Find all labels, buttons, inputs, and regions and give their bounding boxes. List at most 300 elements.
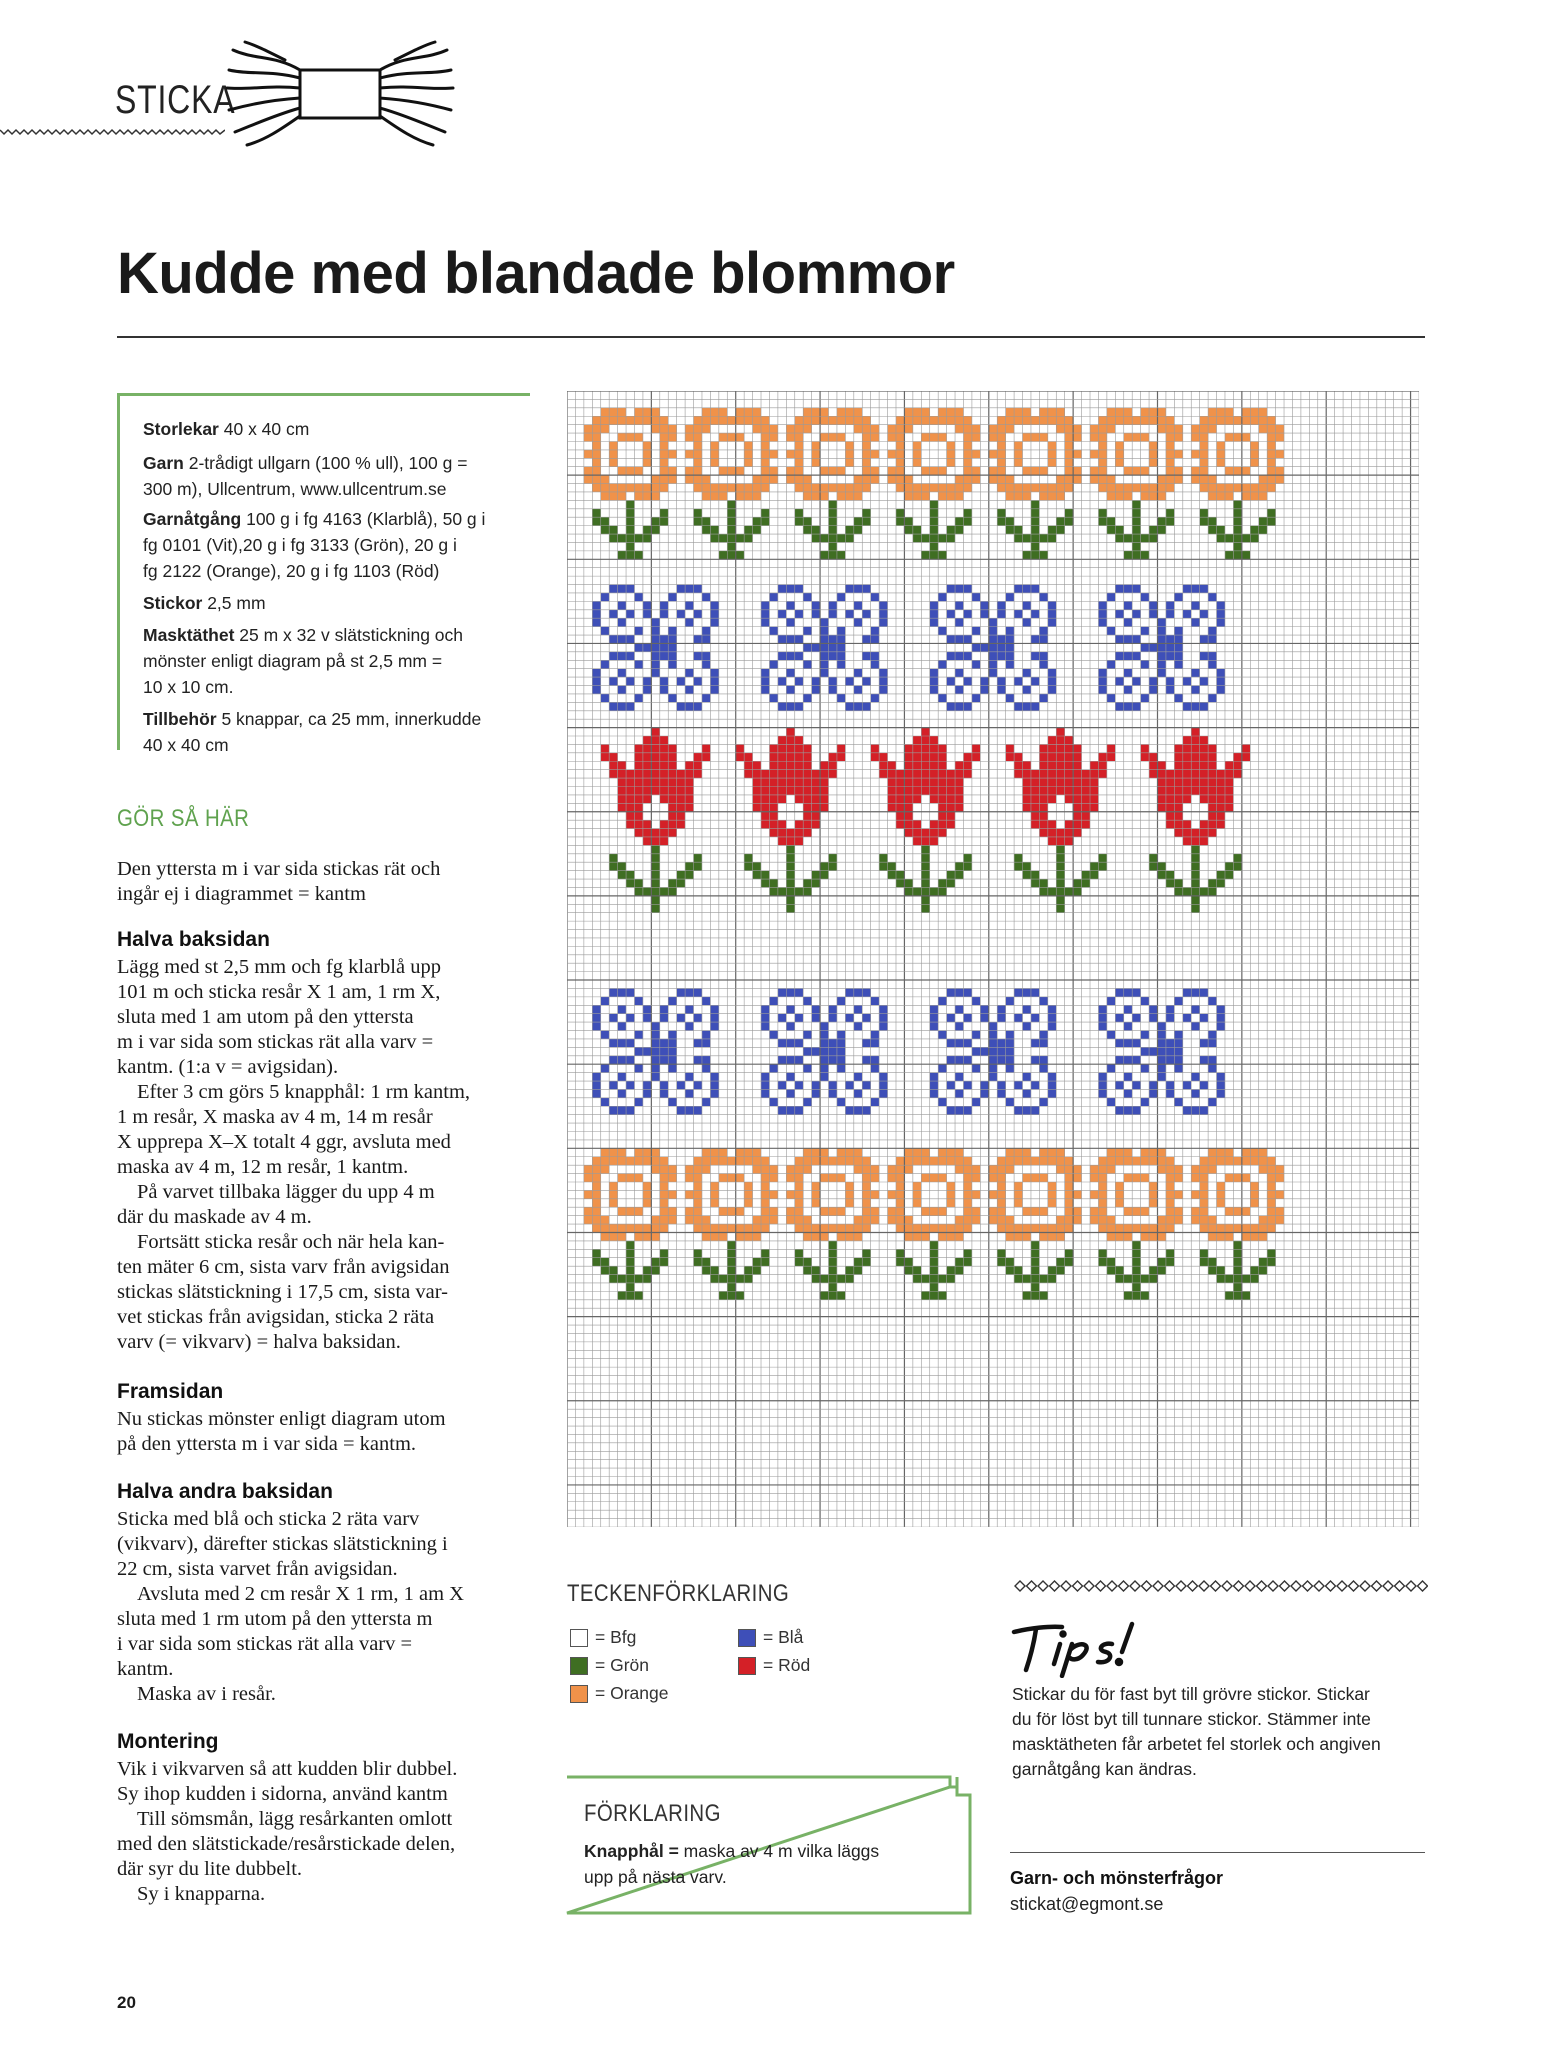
chart-cell <box>1098 484 1106 492</box>
chart-cell <box>1233 509 1241 517</box>
chart-cell <box>947 1199 955 1207</box>
chart-cell <box>744 1182 752 1190</box>
chart-cell <box>1073 1165 1081 1173</box>
chart-cell <box>786 475 794 483</box>
chart-cell <box>1166 425 1174 433</box>
chart-cell <box>660 778 668 786</box>
chart-cell <box>1157 526 1165 534</box>
chart-cell <box>930 820 938 828</box>
chart-cell <box>1174 997 1182 1005</box>
chart-cell <box>1056 761 1064 769</box>
chart-cell <box>921 408 929 416</box>
chart-cell <box>803 1157 811 1165</box>
chart-cell <box>1006 517 1014 525</box>
chart-cell <box>778 761 786 769</box>
chart-cell <box>1023 484 1031 492</box>
chart-cell <box>1031 1174 1039 1182</box>
chart-cell <box>1141 643 1149 651</box>
chart-cell <box>1174 1031 1182 1039</box>
chart-cell <box>812 408 820 416</box>
chart-cell <box>660 736 668 744</box>
chart-cell <box>854 1106 862 1114</box>
chart-cell <box>753 803 761 811</box>
chart-cell <box>1191 862 1199 870</box>
chart-cell <box>609 1081 617 1089</box>
chart-cell <box>1267 1258 1275 1266</box>
chart-cell <box>584 1207 592 1215</box>
chart-cell <box>685 761 693 769</box>
chart-cell <box>938 829 946 837</box>
chart-cell <box>955 862 963 870</box>
chart-cell <box>753 517 761 525</box>
chart-cell <box>997 1039 1005 1047</box>
chart-cell <box>829 1089 837 1097</box>
chart-cell <box>913 770 921 778</box>
chart-cell <box>1073 879 1081 887</box>
chart-cell <box>1107 1165 1115 1173</box>
chart-cell <box>955 408 963 416</box>
chart-cell <box>736 1148 744 1156</box>
chart-cell <box>803 1232 811 1240</box>
chart-cell <box>643 1081 651 1089</box>
chart-cell <box>643 534 651 542</box>
chart-cell <box>719 492 727 500</box>
chart-cell <box>803 526 811 534</box>
chart-cell <box>727 433 735 441</box>
chart-cell <box>913 1275 921 1283</box>
chart-cell <box>1014 526 1022 534</box>
chart-cell <box>1149 1190 1157 1198</box>
chart-cell <box>1200 416 1208 424</box>
chart-cell <box>744 854 752 862</box>
chart-cell <box>955 686 963 694</box>
chart-cell <box>947 812 955 820</box>
chart-cell <box>761 677 769 685</box>
chart-cell <box>1208 744 1216 752</box>
chart-cell <box>1107 1266 1115 1274</box>
chart-cell <box>1191 736 1199 744</box>
chart-cell <box>938 879 946 887</box>
chart-cell <box>845 1232 853 1240</box>
chart-cell <box>609 1232 617 1240</box>
chart-cell <box>1174 1207 1182 1215</box>
chart-cell <box>626 988 634 996</box>
chart-cell <box>1124 408 1132 416</box>
chart-cell <box>727 1291 735 1299</box>
chart-cell <box>795 1258 803 1266</box>
chart-cell <box>845 1199 853 1207</box>
chart-cell <box>1149 1232 1157 1240</box>
chart-cell <box>829 484 837 492</box>
chart-cell <box>888 778 896 786</box>
chart-cell <box>668 887 676 895</box>
chart-cell <box>845 1106 853 1114</box>
chart-cell <box>786 845 794 853</box>
chart-cell <box>592 458 600 466</box>
chart-cell <box>1031 1157 1039 1165</box>
chart-cell <box>643 601 651 609</box>
chart-cell <box>1115 1182 1123 1190</box>
chart-cell <box>660 786 668 794</box>
chart-cell <box>1065 450 1073 458</box>
chart-cell <box>1098 610 1106 618</box>
chart-cell <box>930 509 938 517</box>
chart-cell <box>643 778 651 786</box>
chart-cell <box>702 1039 710 1047</box>
chart-cell <box>1048 492 1056 500</box>
chart-cell <box>1098 1224 1106 1232</box>
chart-cell <box>997 1174 1005 1182</box>
chart-cell <box>1149 862 1157 870</box>
chart-cell <box>786 778 794 786</box>
chart-cell <box>626 652 634 660</box>
chart-cell <box>1149 1005 1157 1013</box>
chart-cell <box>1014 988 1022 996</box>
chart-cell <box>803 1224 811 1232</box>
chart-cell <box>660 686 668 694</box>
chart-cell <box>845 526 853 534</box>
chart-cell <box>761 517 769 525</box>
chart-cell <box>761 795 769 803</box>
chart-cell <box>702 744 710 752</box>
chart-cell <box>938 795 946 803</box>
chart-cell <box>786 467 794 475</box>
chart-cell <box>1141 467 1149 475</box>
chart-cell <box>795 441 803 449</box>
chart-cell <box>626 585 634 593</box>
chart-cell <box>618 1174 626 1182</box>
chart-cell <box>1191 1165 1199 1173</box>
chart-cell <box>651 517 659 525</box>
chart-cell <box>938 1031 946 1039</box>
chart-cell <box>1014 492 1022 500</box>
chart-cell <box>1200 1258 1208 1266</box>
chart-cell <box>769 593 777 601</box>
chart-cell <box>1208 803 1216 811</box>
chart-cell <box>786 1165 794 1173</box>
chart-cell <box>609 753 617 761</box>
chart-cell <box>837 1275 845 1283</box>
chart-cell <box>1073 1190 1081 1198</box>
chart-cell <box>1174 761 1182 769</box>
chart-cell <box>744 1148 752 1156</box>
chart-cell <box>845 988 853 996</box>
chart-cell <box>896 786 904 794</box>
chart-cell <box>677 585 685 593</box>
chart-cell <box>736 1275 744 1283</box>
chart-cell <box>1242 467 1250 475</box>
chart-cell <box>879 686 887 694</box>
chart-cell <box>618 770 626 778</box>
chart-cell <box>643 526 651 534</box>
chart-cell <box>1174 627 1182 635</box>
chart-cell <box>710 1199 718 1207</box>
chart-cell <box>871 467 879 475</box>
chart-cell <box>1208 1258 1216 1266</box>
chart-cell <box>1233 1207 1241 1215</box>
chart-cell <box>710 441 718 449</box>
chart-cell <box>1141 408 1149 416</box>
chart-cell <box>837 1174 845 1182</box>
chart-cell <box>1267 1157 1275 1165</box>
chart-cell <box>744 1224 752 1232</box>
chart-cell <box>829 542 837 550</box>
chart-cell <box>651 837 659 845</box>
chart-cell <box>921 492 929 500</box>
chart-cell <box>1065 1216 1073 1224</box>
chart-cell <box>947 879 955 887</box>
chart-cell <box>592 433 600 441</box>
chart-cell <box>660 820 668 828</box>
chart-cell <box>1191 1216 1199 1224</box>
chart-cell <box>1065 1249 1073 1257</box>
chart-cell <box>921 416 929 424</box>
chart-cell <box>997 1056 1005 1064</box>
chart-cell <box>1225 433 1233 441</box>
chart-cell <box>677 770 685 778</box>
chart-cell <box>1090 467 1098 475</box>
chart-cell <box>643 416 651 424</box>
chart-cell <box>938 551 946 559</box>
chart-cell <box>626 1157 634 1165</box>
chart-cell <box>643 643 651 651</box>
chart-cell <box>921 778 929 786</box>
chart-cell <box>1065 887 1073 895</box>
chart-cell <box>710 1182 718 1190</box>
chart-cell <box>1014 854 1022 862</box>
chart-cell <box>829 416 837 424</box>
chart-cell <box>609 1182 617 1190</box>
chart-cell <box>668 753 676 761</box>
chart-cell <box>1031 416 1039 424</box>
chart-cell <box>1132 467 1140 475</box>
chart-cell <box>972 1098 980 1106</box>
chart-cell <box>921 871 929 879</box>
chart-cell <box>1166 1190 1174 1198</box>
chart-cell <box>1208 1216 1216 1224</box>
chart-cell <box>601 753 609 761</box>
chart-cell <box>1149 854 1157 862</box>
chart-cell <box>1031 467 1039 475</box>
chart-cell <box>592 416 600 424</box>
chart-cell <box>829 686 837 694</box>
chart-cell <box>685 618 693 626</box>
chart-cell <box>786 829 794 837</box>
chart-cell <box>812 803 820 811</box>
chart-cell <box>795 795 803 803</box>
chart-cell <box>820 433 828 441</box>
chart-cell <box>753 1157 761 1165</box>
chart-cell <box>829 1157 837 1165</box>
chart-cell <box>930 795 938 803</box>
chart-cell <box>1276 1165 1284 1173</box>
chart-cell <box>736 551 744 559</box>
chart-cell <box>803 416 811 424</box>
chart-cell <box>997 433 1005 441</box>
chart-cell <box>1039 593 1047 601</box>
chart-cell <box>753 526 761 534</box>
questions-email[interactable]: stickat@egmont.se <box>1010 1894 1164 1914</box>
chart-cell <box>634 660 642 668</box>
chart-cell <box>955 669 963 677</box>
chart-cell <box>845 408 853 416</box>
chart-cell <box>584 475 592 483</box>
chart-cell <box>896 1258 904 1266</box>
chart-cell <box>1141 1047 1149 1055</box>
chart-cell <box>963 677 971 685</box>
chart-cell <box>668 627 676 635</box>
chart-cell <box>634 694 642 702</box>
chart-cell <box>651 660 659 668</box>
chart-cell <box>685 770 693 778</box>
chart-cell <box>904 744 912 752</box>
chart-cell <box>1056 526 1064 534</box>
chart-cell <box>1065 467 1073 475</box>
chart-cell <box>592 1089 600 1097</box>
chart-cell <box>997 1199 1005 1207</box>
chart-cell <box>651 627 659 635</box>
chart-cell <box>786 425 794 433</box>
chart-cell <box>601 593 609 601</box>
chart-cell <box>727 1275 735 1283</box>
chart-cell <box>609 1106 617 1114</box>
info-line: Masktäthet 25 m x 32 v slätstickning och <box>143 625 463 645</box>
chart-cell <box>719 484 727 492</box>
chart-cell <box>997 1089 1005 1097</box>
chart-cell <box>1174 475 1182 483</box>
chart-cell <box>1208 627 1216 635</box>
chart-cell <box>786 652 794 660</box>
chart-cell <box>904 408 912 416</box>
chart-cell <box>1023 795 1031 803</box>
chart-cell <box>795 1106 803 1114</box>
chart-cell <box>660 1199 668 1207</box>
chart-cell <box>938 812 946 820</box>
chart-cell <box>618 1089 626 1097</box>
chart-cell <box>1048 887 1056 895</box>
chart-cell <box>634 887 642 895</box>
chart-cell <box>888 795 896 803</box>
chart-cell <box>761 786 769 794</box>
chart-cell <box>626 778 634 786</box>
chart-cell <box>938 627 946 635</box>
chart-cell <box>1107 526 1115 534</box>
chart-cell <box>769 803 777 811</box>
chart-cell <box>1023 1073 1031 1081</box>
chart-cell <box>1107 1148 1115 1156</box>
chart-cell <box>1048 677 1056 685</box>
chart-cell <box>955 526 963 534</box>
chart-cell <box>913 492 921 500</box>
chart-cell <box>744 1190 752 1198</box>
chart-cell <box>1056 736 1064 744</box>
chart-cell <box>947 1190 955 1198</box>
chart-cell <box>1242 1224 1250 1232</box>
chart-cell <box>1098 761 1106 769</box>
chart-cell <box>930 1073 938 1081</box>
chart-cell <box>862 458 870 466</box>
chart-cell <box>1141 416 1149 424</box>
chart-cell <box>1039 1291 1047 1299</box>
chart-cell <box>930 1081 938 1089</box>
page-title: Kudde med blandade blommor <box>117 241 955 306</box>
chart-cell <box>1107 484 1115 492</box>
chart-cell <box>862 1182 870 1190</box>
swatch-white <box>570 1629 588 1647</box>
chart-cell <box>1200 887 1208 895</box>
chart-cell <box>963 1182 971 1190</box>
chart-cell <box>913 761 921 769</box>
chart-cell <box>812 1275 820 1283</box>
info-line: Garn 2-trådigt ullgarn (100 % ull), 100 g = <box>143 453 468 473</box>
section-heading: Montering <box>117 1730 219 1753</box>
chart-cell <box>626 1207 634 1215</box>
chart-cell <box>845 610 853 618</box>
chart-cell <box>1149 677 1157 685</box>
chart-cell <box>736 1232 744 1240</box>
chart-cell <box>829 551 837 559</box>
chart-cell <box>1157 1031 1165 1039</box>
info-line: Garnåtgång 100 g i fg 4163 (Klarblå), 50 g i <box>143 509 486 529</box>
chart-cell <box>1200 1199 1208 1207</box>
chart-cell <box>634 753 642 761</box>
chart-cell <box>584 1190 592 1198</box>
chart-cell <box>1217 1157 1225 1165</box>
chart-cell <box>1157 862 1165 870</box>
chart-cell <box>1208 820 1216 828</box>
chart-cell <box>989 669 997 677</box>
chart-cell <box>820 467 828 475</box>
chart-cell <box>1056 1216 1064 1224</box>
chart-cell <box>930 610 938 618</box>
chart-cell <box>592 1005 600 1013</box>
chart-cell <box>668 1216 676 1224</box>
chart-cell <box>1073 761 1081 769</box>
chart-cell <box>1174 795 1182 803</box>
chart-cell <box>1065 795 1073 803</box>
chart-cell <box>921 551 929 559</box>
chart-cell <box>913 534 921 542</box>
chart-cell <box>1031 770 1039 778</box>
chart-cell <box>896 416 904 424</box>
chart-cell <box>1124 1106 1132 1114</box>
chart-cell <box>980 1014 988 1022</box>
chart-cell <box>1217 534 1225 542</box>
chart-cell <box>1233 1249 1241 1257</box>
chart-cell <box>1166 1157 1174 1165</box>
chart-cell <box>1174 778 1182 786</box>
chart-cell <box>618 652 626 660</box>
chart-cell <box>837 1224 845 1232</box>
chart-cell <box>1208 761 1216 769</box>
chart-cell <box>1073 1174 1081 1182</box>
chart-cell <box>947 635 955 643</box>
chart-cell <box>1191 753 1199 761</box>
chart-cell <box>1208 770 1216 778</box>
chart-cell <box>1006 1031 1014 1039</box>
tips-lettering <box>1010 1618 1140 1678</box>
chart-cell <box>753 1232 761 1240</box>
chart-cell <box>972 1207 980 1215</box>
chart-cell <box>820 1275 828 1283</box>
chart-cell <box>609 702 617 710</box>
chart-cell <box>609 1157 617 1165</box>
chart-cell <box>955 652 963 660</box>
chart-cell <box>1031 1291 1039 1299</box>
chart-cell <box>1141 1275 1149 1283</box>
chart-cell <box>879 1022 887 1030</box>
chart-cell <box>862 585 870 593</box>
